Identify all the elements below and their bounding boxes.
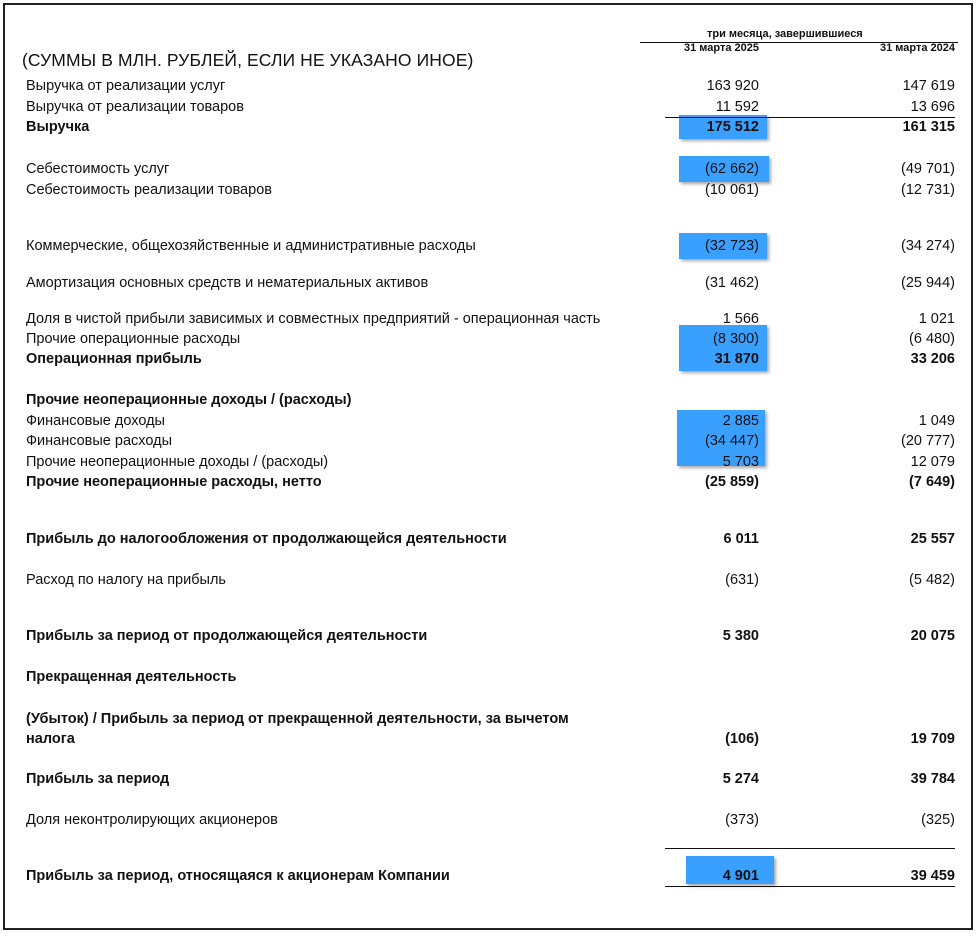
row-label: Финансовые доходы xyxy=(26,413,165,429)
value-2024: (49 701) xyxy=(900,161,955,177)
row-label: налога xyxy=(26,731,75,747)
value-2025: (25 859) xyxy=(704,474,759,490)
row-discontinued-line2 xyxy=(0,729,980,749)
row-label: Прочие неоперационные доходы / (расходы) xyxy=(26,454,329,470)
value-2025: (32 723) xyxy=(704,238,759,254)
row-label: Финансовые расходы xyxy=(26,433,172,449)
row-label: Прочие неоперационные расходы, нетто xyxy=(26,474,322,490)
row-minority xyxy=(0,810,980,830)
value-2024: (325) xyxy=(921,812,955,828)
row-discontinued-line1 xyxy=(0,709,980,729)
rule-total-top xyxy=(665,848,955,849)
value-2025: 5 274 xyxy=(722,771,759,787)
value-2025: 5 703 xyxy=(722,454,759,470)
row-profit-continuing xyxy=(0,626,980,646)
value-2024: (5 482) xyxy=(909,572,955,588)
value-2024: 1 021 xyxy=(918,311,955,327)
row-goods-revenue xyxy=(0,97,980,117)
value-2024: (34 274) xyxy=(900,238,955,254)
value-2025: 1 566 xyxy=(722,311,759,327)
row-profit-before-tax xyxy=(0,529,980,549)
row-label: Выручка от реализации товаров xyxy=(26,99,244,115)
value-2024: 147 619 xyxy=(902,78,955,94)
value-2025: 163 920 xyxy=(706,78,759,94)
value-2025: 31 870 xyxy=(714,351,759,367)
row-label: Прибыль до налогообложения от продолжающейся деятельности xyxy=(26,531,507,547)
row-label: Прекращенная деятельность xyxy=(26,669,237,685)
value-2025: 175 512 xyxy=(706,119,759,135)
value-2025: 5 380 xyxy=(722,628,759,644)
period-header: три месяца, завершившиеся xyxy=(707,28,863,40)
value-2024: (7 649) xyxy=(909,474,955,490)
row-label: Прочие операционные расходы xyxy=(26,331,241,347)
value-2025: (8 300) xyxy=(713,331,759,347)
row-other-operating xyxy=(0,329,980,349)
value-2024: (20 777) xyxy=(900,433,955,449)
row-sga xyxy=(0,236,980,256)
value-2025: (10 061) xyxy=(704,182,759,198)
row-other-nonoperating xyxy=(0,452,980,472)
row-share-associates xyxy=(0,309,980,329)
row-label: Прочие неоперационные доходы / (расходы) xyxy=(26,392,352,408)
value-2025: 6 011 xyxy=(723,531,759,547)
row-label: Коммерческие, общехозяйственные и административные расходы xyxy=(26,238,476,254)
row-label: Доля неконтролирующих акционеров xyxy=(26,812,278,828)
row-cost-services xyxy=(0,159,980,179)
value-2024: 12 079 xyxy=(910,454,955,470)
row-label: Себестоимость реализации товаров xyxy=(26,182,272,198)
value-2024: 161 315 xyxy=(902,119,955,135)
row-label: (Убыток) / Прибыль за период от прекращенной деятельности, за вычетом xyxy=(26,711,569,727)
row-profit-period xyxy=(0,769,980,789)
value-2025: 4 901 xyxy=(722,868,759,884)
column-header-2025: 31 марта 2025 xyxy=(683,42,759,54)
row-label: Выручка xyxy=(26,119,90,135)
row-label: Выручка от реализации услуг xyxy=(26,78,226,94)
value-2024: 39 784 xyxy=(910,771,955,787)
row-depreciation xyxy=(0,273,980,293)
value-2025: (106) xyxy=(725,731,759,747)
value-2025: 11 592 xyxy=(715,99,759,115)
row-nonoperating-header xyxy=(0,390,980,410)
value-2024: 25 557 xyxy=(910,531,955,547)
row-label: Амортизация основных средств и нематериальных активов xyxy=(26,275,429,291)
row-cost-goods xyxy=(0,180,980,200)
value-2025: (373) xyxy=(725,812,759,828)
column-header-2024: 31 марта 2024 xyxy=(879,42,955,54)
row-label: Прибыль за период xyxy=(26,771,170,787)
units-note: (СУММЫ В МЛН. РУБЛЕЙ, ЕСЛИ НЕ УКАЗАНО ИНОЕ) xyxy=(22,50,474,70)
row-label: Прибыль за период, относящаяся к акционерам Компании xyxy=(26,868,450,884)
value-2025: (31 462) xyxy=(704,275,759,291)
row-income-tax xyxy=(0,570,980,590)
value-2025: (34 447) xyxy=(704,433,759,449)
row-label: Доля в чистой прибыли зависимых и совместных предприятий - операционная часть xyxy=(26,311,601,327)
row-nonoperating-net xyxy=(0,472,980,492)
row-label: Расход по налогу на прибыль xyxy=(26,572,226,588)
row-services-revenue xyxy=(0,76,980,96)
row-discontinued-header xyxy=(0,667,980,687)
rule-total-bottom xyxy=(665,886,955,887)
value-2025: (62 662) xyxy=(704,161,759,177)
value-2024: (25 944) xyxy=(900,275,955,291)
row-finance-income xyxy=(0,411,980,431)
value-2025: (631) xyxy=(725,572,759,588)
row-profit-attributable xyxy=(0,866,980,886)
row-operating-profit xyxy=(0,349,980,369)
value-2024: 19 709 xyxy=(910,731,955,747)
value-2024: 33 206 xyxy=(910,351,955,367)
row-label: Прибыль за период от продолжающейся деятельности xyxy=(26,628,428,644)
value-2025: 2 885 xyxy=(722,413,759,429)
value-2024: 39 459 xyxy=(910,868,955,884)
row-revenue xyxy=(0,117,980,137)
value-2024: (6 480) xyxy=(909,331,955,347)
row-label: Себестоимость услуг xyxy=(26,161,170,177)
row-finance-expenses xyxy=(0,431,980,451)
row-label: Операционная прибыль xyxy=(26,351,202,367)
value-2024: 1 049 xyxy=(918,413,955,429)
value-2024: 20 075 xyxy=(910,628,955,644)
value-2024: 13 696 xyxy=(910,99,955,115)
value-2024: (12 731) xyxy=(900,182,955,198)
